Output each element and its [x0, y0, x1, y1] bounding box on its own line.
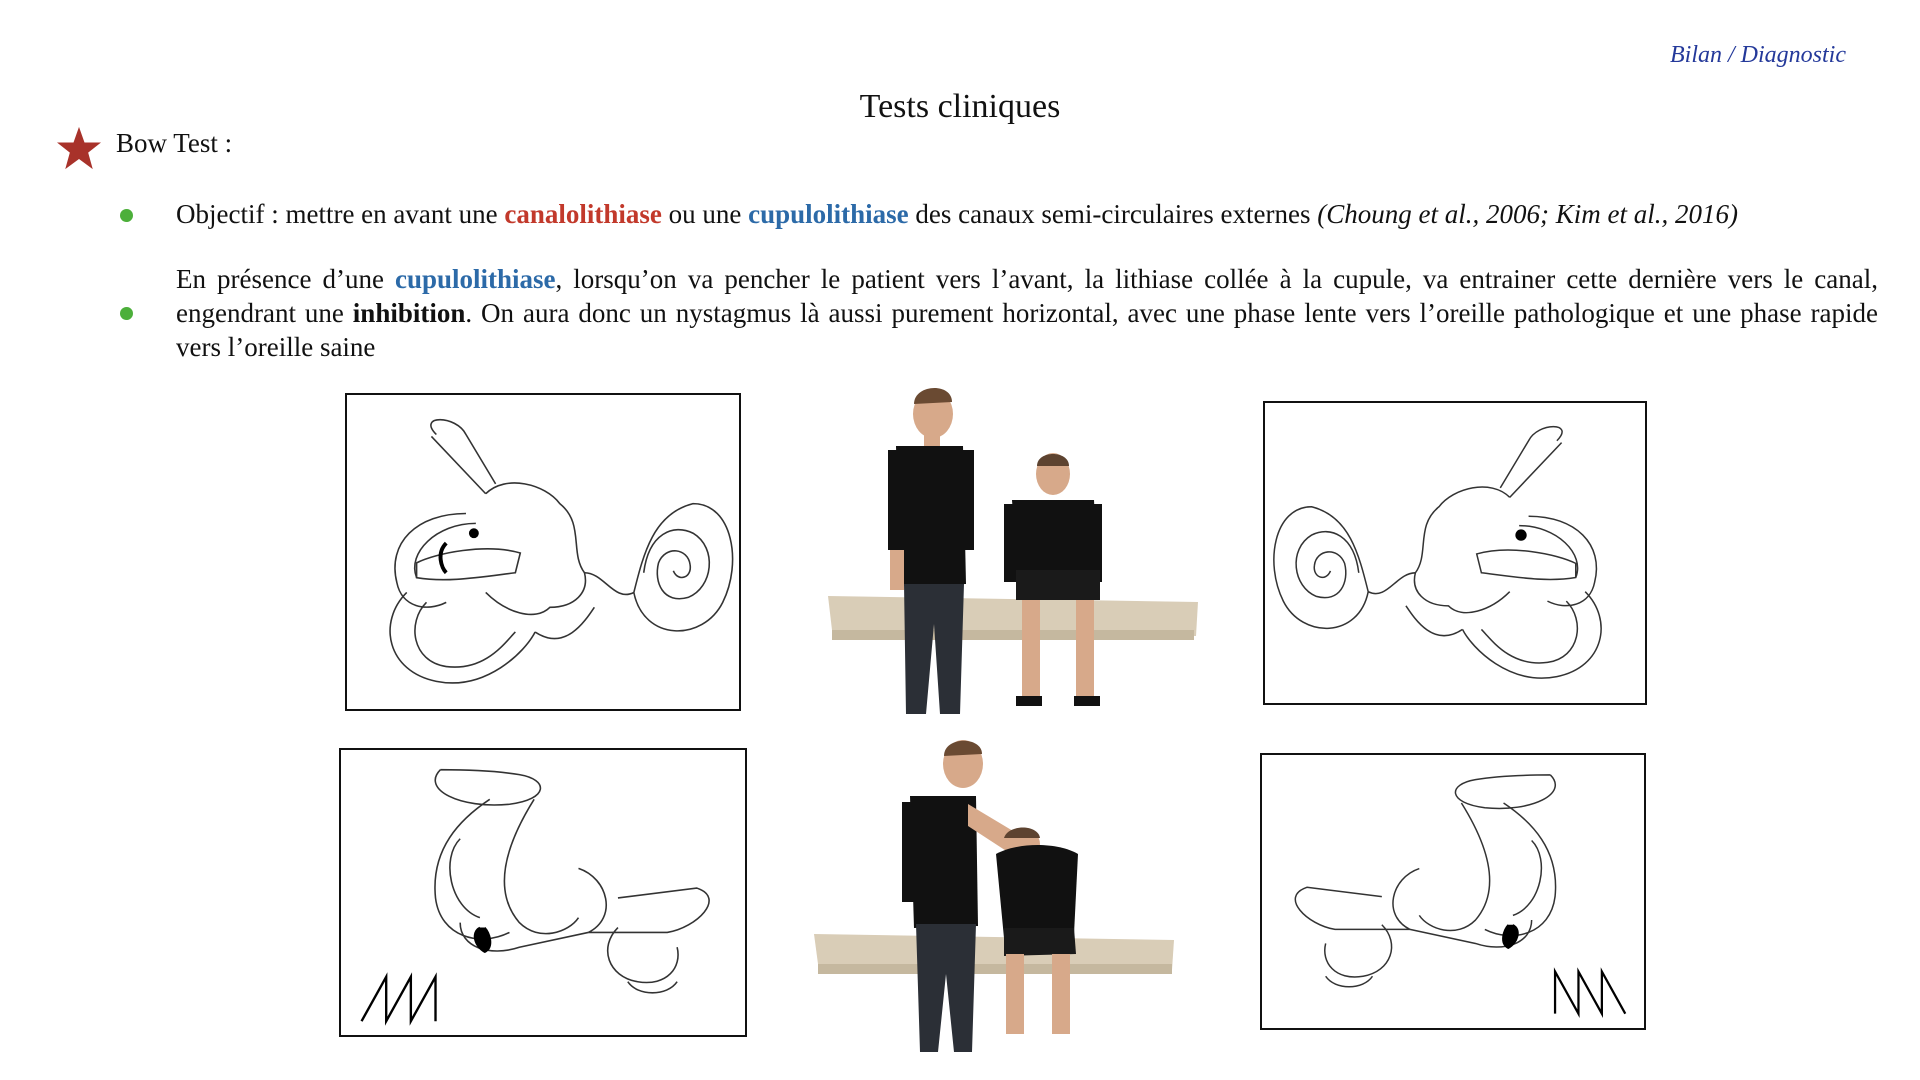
page-title: Tests cliniques — [859, 88, 1061, 125]
star-icon — [56, 126, 102, 170]
cupulolithiase-term: cupulolithiase — [394, 264, 556, 294]
description-text: En présence d’une cupulolithiase, lorsqu’on va pencher le patient vers l’avant, la lithiase collée à la cupule, va entrainer cette dernière vers le canal, engendrant une inhibition. On aura donc un nystagmus là aussi purement horizontal, avec une phase lente vers l’oreille pathologique et une phase rapide vers l’oreille saine — [176, 264, 1878, 362]
labyrinth-diagram-bottom-right — [1260, 753, 1646, 1030]
labyrinth-diagram-top-right — [1263, 401, 1647, 705]
bullet-dot-icon — [120, 209, 133, 222]
objective-text: Objectif : mettre en avant une canalolithiase ou une cupulolithiase des canaux semi-circulaires externes (Choung et al., 2006; Kim et al., 2016) — [176, 199, 1738, 229]
canalolithiase-term: canalolithiase — [504, 199, 662, 229]
photo-patient-bowed — [808, 734, 1192, 1054]
bullet-dot-icon — [120, 307, 133, 320]
test-name: Bow Test : — [116, 128, 233, 158]
citation: (Choung et al., 2006; Kim et al., 2016) — [1317, 199, 1738, 229]
cupulolithiase-term: cupulolithiase — [748, 199, 909, 229]
inhibition-term: inhibition — [352, 298, 466, 328]
photo-patient-upright — [818, 374, 1202, 724]
section-tag: Bilan / Diagnostic — [1670, 42, 1846, 68]
labyrinth-diagram-top-left — [345, 393, 741, 711]
labyrinth-diagram-bottom-left — [339, 748, 747, 1037]
